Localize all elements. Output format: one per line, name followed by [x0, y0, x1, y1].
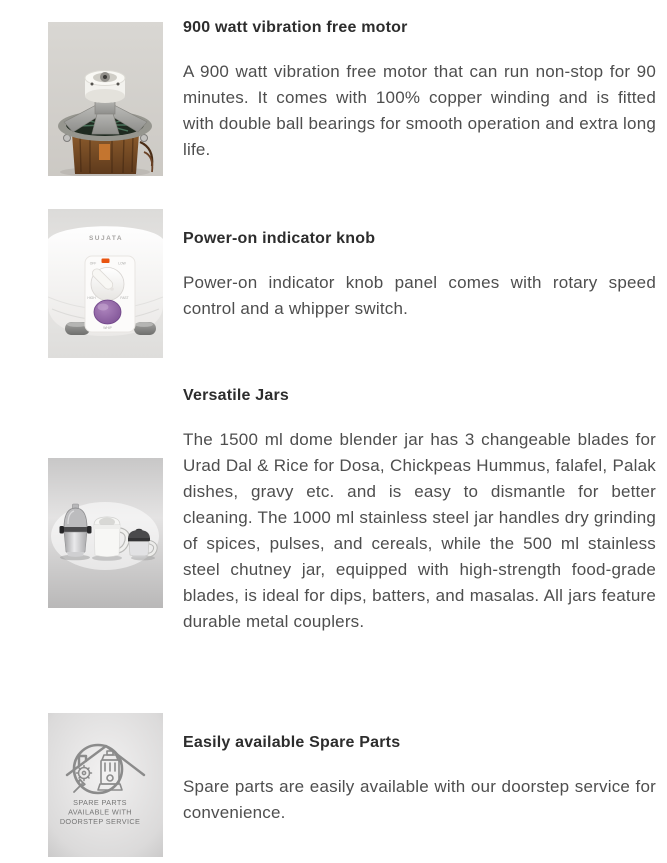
feature-description: Spare parts are easily available with our doorstep service for convenience. [183, 777, 656, 822]
feature-spare-parts [183, 733, 656, 826]
feature-title: Easily available Spare Parts [183, 734, 401, 751]
badge-caption-line-1: SPARE PARTS [73, 798, 127, 807]
badge-caption-line-2: AVAILABLE WITH [68, 807, 132, 817]
feature-title: 900 watt vibration free motor [183, 19, 408, 36]
feature-title: Power-on indicator knob [183, 230, 376, 247]
jars-illustration [48, 458, 163, 608]
appliance-illustration [48, 209, 163, 358]
coupler [85, 71, 125, 104]
feature-title: Versatile Jars [183, 387, 289, 404]
feature-description: Power-on indicator knob panel comes with rotary speed control and a whipper switch. [183, 273, 656, 318]
feature-motor [183, 18, 656, 163]
knob-label-high: HIGH [87, 296, 96, 300]
feature-jars [183, 386, 656, 635]
knob-label-fast: FAST [120, 296, 129, 300]
spare-parts-badge-image [48, 713, 163, 857]
control-panel-photo [48, 209, 163, 358]
feature-knob [183, 229, 656, 322]
feature-description: The 1500 ml dome blender jar has 3 changeable blades for Urad Dal & Rice for Dosa, Chickpeas Hummus, falafel, Palak dishes, gravy etc. and is easy to dismantle for better cleaning. The 1000 ml stainless steel jar handles dry grinding of spices, pulses, and cereals, while the 500 ml stainless steel chutney jar, equipped with high-strength food-grade blades, is ideal for dips, batters, and masalas. All jars feature durable metal couplers. [183, 430, 656, 631]
motor-illustration [48, 22, 163, 176]
knob-label-low: LOW [118, 261, 126, 266]
power-indicator-light [102, 259, 110, 264]
knob-label-off: OFF [89, 261, 97, 266]
control-panel [85, 256, 135, 332]
motor-photo [48, 22, 163, 176]
whipper-switch-button [94, 300, 121, 324]
feature-description: A 900 watt vibration free motor that can run non-stop for 90 minutes. It comes with 100% copper winding and is fitted with double ball bearings for smooth operation and extra long life. [183, 62, 656, 159]
sujata-brand-text: SUJATA [88, 235, 124, 242]
spare-parts-badge [48, 713, 163, 857]
jars-photo [48, 458, 163, 608]
badge-caption-line-3: DOORSTEP SERVICE [59, 817, 141, 826]
whip-label: WHIP [103, 326, 112, 330]
speed-knob [91, 267, 124, 300]
